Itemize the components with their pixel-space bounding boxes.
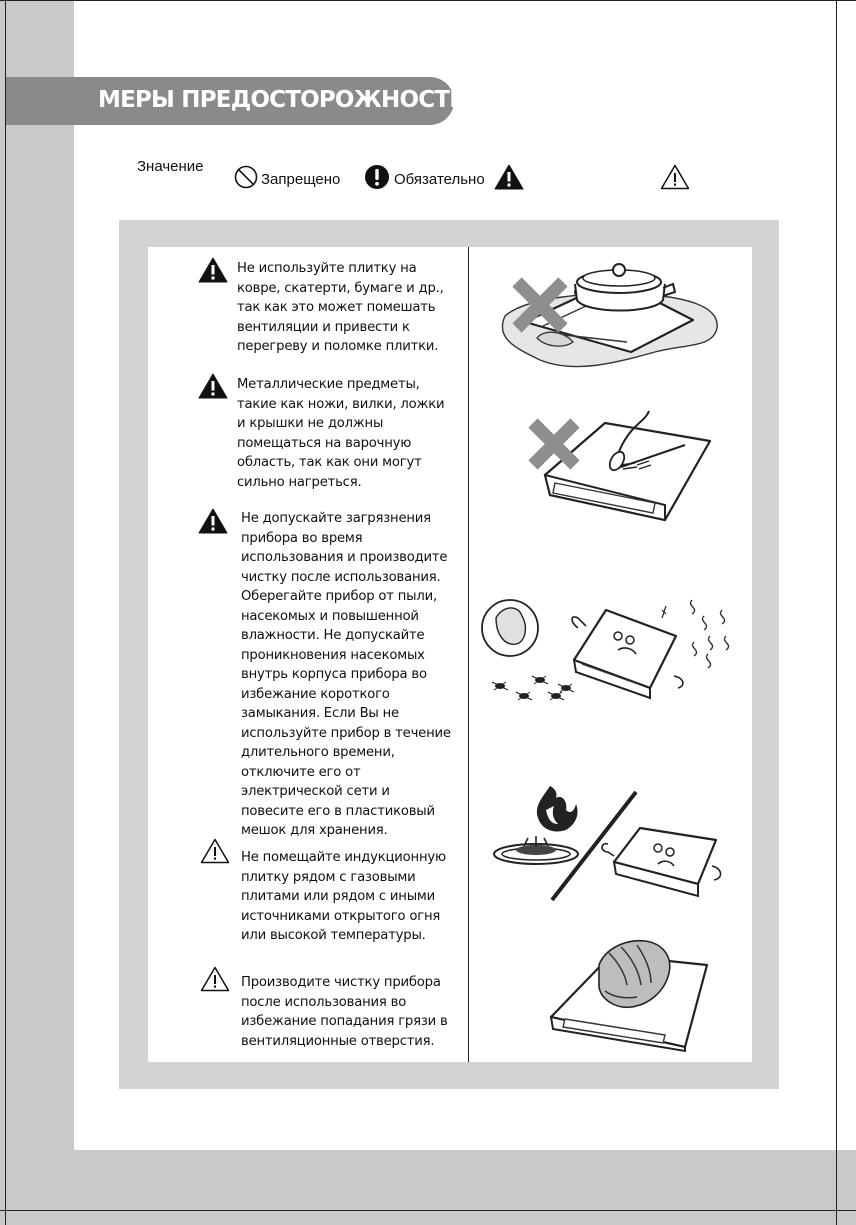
bottom-margin-band [74, 1150, 856, 1225]
caution-outline-icon [200, 966, 230, 992]
warning-filled-icon [494, 164, 524, 190]
frame-bottom [0, 1210, 856, 1211]
precaution-text-2: Металлические предметы, такие как ножи, вилки, ложки и крышки не должны помещаться на варочную область, так как они могут сильно нагреться. [237, 377, 445, 490]
utensils-on-cooker-illustration [525, 405, 720, 530]
legend-prohibited: Запрещено [261, 171, 341, 188]
precaution-text-4: Не помещайте индукционную плитку рядом с газовыми плитами или рядом с иными источниками открытого огня или высокой температуры. [241, 850, 446, 943]
caution-outline-icon [660, 164, 690, 190]
warning-filled-icon [198, 257, 228, 283]
precaution-text-3: Не допускайте загрязнения прибора во время использования и производите чистку после использования. Оберегайте прибор от пыли, насекомых и повышенной влажности. Не допускайте проникновения насекомых внутрь корпуса прибора во избежание короткого замыкания. Если Вы не используйте прибор в течение длительного времени, отключите его от электрической сети и повесите его в пластиковый мешок для хранения. [241, 511, 451, 838]
prohibited-icon [234, 165, 258, 189]
frame-right [836, 0, 837, 1225]
frame-top [0, 0, 856, 1]
warning-filled-icon [198, 373, 228, 399]
precaution-text-1: Не используйте плитку на ковре, скатерти, бумаге и др., так как это может помешать вентиляции и привести к перегреву и поломке плитки. [237, 261, 444, 354]
left-margin-band [0, 0, 74, 1225]
mandatory-icon [364, 164, 390, 190]
legend-mandatory: Обязательно [394, 171, 485, 188]
warning-filled-icon [198, 508, 228, 534]
cooker-near-fire-illustration [490, 780, 730, 910]
legend-label: Значение [137, 158, 204, 175]
page-title: МЕРЫ ПРЕДОСТОРОЖНОСТИ [98, 87, 468, 113]
caution-outline-icon [200, 838, 230, 864]
precaution-text-5: Производите чистку прибора после использования во избежание попадания грязи в вентиляционные отверстия. [241, 975, 448, 1049]
cleaning-cooker-illustration [545, 925, 735, 1055]
column-divider [468, 247, 469, 1062]
frame-left [5, 0, 6, 1225]
dust-insects-moisture-illustration [478, 592, 748, 712]
cooker-on-carpet-illustration [495, 248, 730, 378]
